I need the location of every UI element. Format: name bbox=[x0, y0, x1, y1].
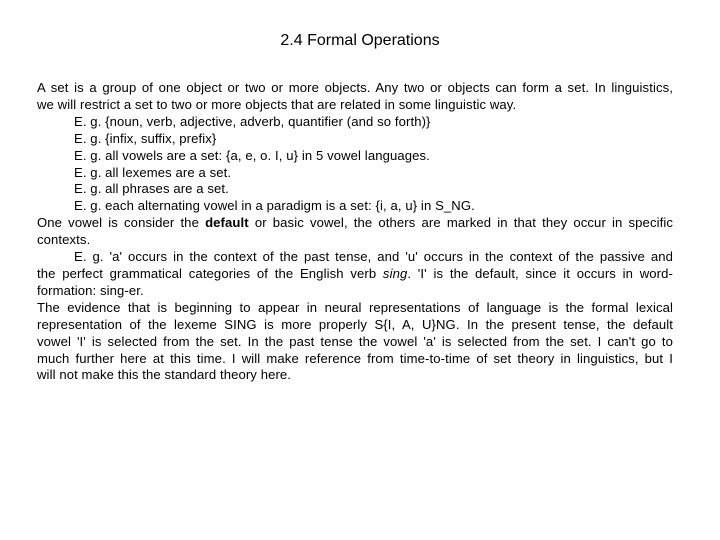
example-item: E. g. all phrases are a set. bbox=[74, 181, 229, 197]
sing-word: sing bbox=[382, 265, 408, 281]
default-para-before: One vowel is consider the bbox=[37, 215, 206, 231]
default-para-line-2: contexts. bbox=[37, 232, 91, 248]
sing-example-line-3: formation: sing-er. bbox=[37, 282, 144, 298]
evidence-line: representation of the lexeme SING is more properly S{I, A, U}NG. In the present tense, the default bbox=[37, 316, 673, 332]
example-item: E. g. {noun, verb, adjective, adverb, quantifier (and so forth)} bbox=[74, 113, 431, 129]
evidence-line: much further here at this time. I will make reference from time-to-time of set theory in linguistics, but I bbox=[37, 350, 673, 366]
example-item: E. g. all vowels are a set: {a, e, o. I, u} in 5 vowel languages. bbox=[74, 147, 430, 163]
body-text bbox=[37, 80, 673, 384]
default-para-after: or basic vowel, the others are marked in that they occur in specific bbox=[248, 215, 673, 231]
default-para-line-1 bbox=[37, 215, 673, 232]
page-title: 2.4 Formal Operations bbox=[280, 32, 440, 49]
sing-example-line-2 bbox=[37, 266, 673, 283]
example-item: E. g. {infix, suffix, prefix} bbox=[74, 130, 217, 146]
example-item: E. g. all lexemes are a set. bbox=[74, 164, 232, 180]
example-item: E. g. each alternating vowel in a paradigm is a set: {i, a, u} in S_NG. bbox=[74, 198, 475, 214]
intro-line-2: we will restrict a set to two or more objects that are related in some linguistic way. bbox=[37, 96, 517, 112]
evidence-line: The evidence that is beginning to appear in neural representations of language is the formal lexical bbox=[37, 299, 673, 315]
sing-example-line-1: E. g. 'a' occurs in the context of the past tense, and 'u' occurs in the context of the passive and bbox=[74, 249, 673, 265]
default-keyword: default bbox=[205, 215, 249, 231]
evidence-line: vowel 'I' is selected from the set. In the past tense the vowel 'a' is selected from the set. I can't go to bbox=[37, 333, 673, 349]
intro-line-1: A set is a group of one object or two or more objects. Any two or objects can form a set. In linguistics, bbox=[37, 80, 673, 95]
evidence-line: will not make this the standard theory here. bbox=[37, 367, 292, 383]
sing-line2-before: the perfect grammatical categories of the English verb bbox=[37, 265, 383, 281]
sing-line2-after: . 'I' is the default, since it occurs in word- bbox=[407, 265, 673, 281]
